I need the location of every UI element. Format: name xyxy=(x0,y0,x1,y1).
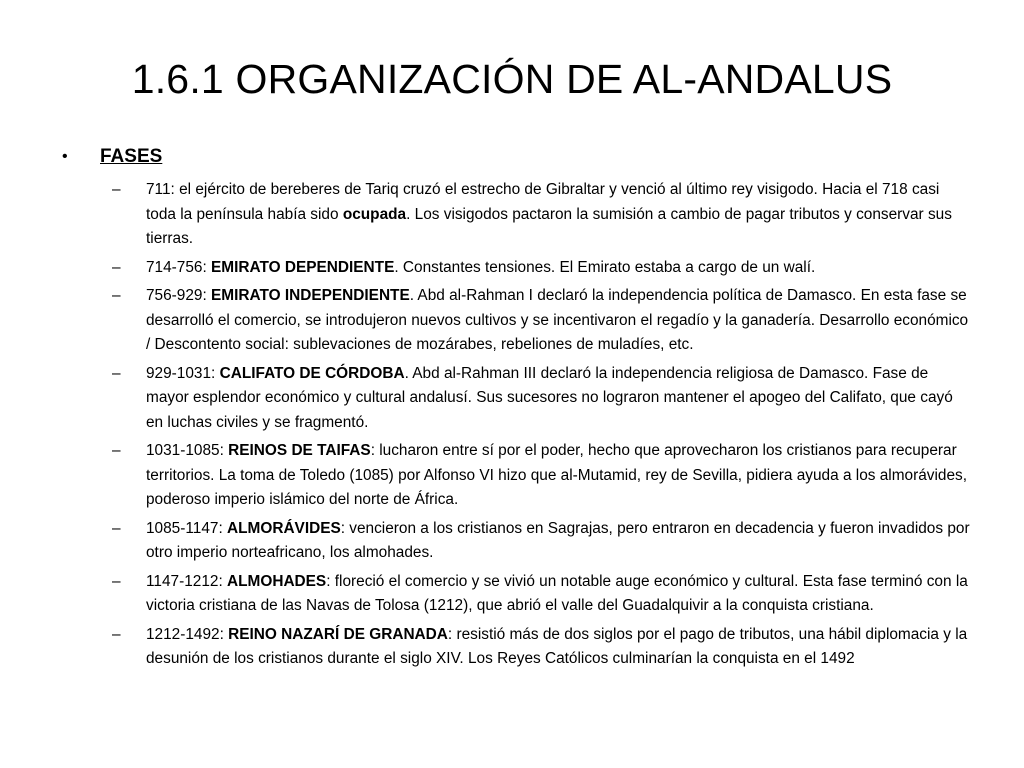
dash-icon: – xyxy=(112,519,121,537)
phase-item xyxy=(112,178,972,252)
phase-text: 1147-1212: xyxy=(146,572,228,590)
phase-name: REINOS DE TAIFAS xyxy=(228,442,371,459)
dash-icon: – xyxy=(112,181,121,198)
phase-text: 756-929: xyxy=(146,287,212,304)
phase-text: 929-1031: xyxy=(146,364,220,382)
phase-name: ocupada xyxy=(342,205,407,223)
phase-name: CALIFATO DE CÓRDOBA xyxy=(219,364,405,382)
dash-icon: – xyxy=(112,364,121,382)
phase-text: . Constantes tensiones. El Emirato estaba a cargo de un walí. xyxy=(394,258,816,276)
phase-item xyxy=(112,623,972,672)
section-heading xyxy=(62,146,162,168)
phase-text: 1212-1492: xyxy=(146,625,229,643)
dash-icon: – xyxy=(112,625,121,643)
phase-name: EMIRATO DEPENDIENTE xyxy=(211,258,395,276)
phase-text: : lucharon entre sí por el poder, hecho que aprovecharon los cristianos para recuperar territorios. La toma de Toledo (1085) por Alfonso VI hizo que al-Mutamid, rey de Sevilla, pidiera ayuda a los almorávides, poderoso imperio islámico del norte de África. xyxy=(146,442,967,508)
phase-name: ALMORÁVIDES xyxy=(227,519,341,537)
slide-title: 1.6.1 ORGANIZACIÓN DE AL-ANDALUS xyxy=(131,56,893,102)
dash-icon: – xyxy=(112,442,121,459)
phase-text: . Los visigodos pactaron la sumisión a cambio de pagar tributos y conservar sus tierras. xyxy=(146,205,952,247)
phase-text: 1031-1085: xyxy=(146,442,229,459)
dash-icon: – xyxy=(112,258,121,276)
phase-item xyxy=(112,284,972,358)
dash-icon: – xyxy=(112,572,121,590)
phase-name: EMIRATO INDEPENDIENTE xyxy=(211,287,410,304)
phase-list xyxy=(112,178,972,676)
phase-text: : floreció el comercio y se vivió un notable auge económico y cultural. Esta fase terminó con la victoria cristiana de las Navas de Tolosa (1212), que abrió el valle del Guadalquivir a la conquista cristiana. xyxy=(146,572,968,614)
phase-item xyxy=(112,256,972,281)
phase-name: REINO NAZARÍ DE GRANADA xyxy=(228,625,448,643)
phase-name: ALMOHADES xyxy=(227,572,327,590)
phase-text: . Abd al-Rahman III declaró la independencia religiosa de Damasco. Fase de mayor esplendor económico y cultural andalusí. Sus sucesores no lograron mantener el apogeo del Califato, que cayó en luchas civiles y se fragmentó. xyxy=(146,364,953,431)
phase-item xyxy=(112,362,972,436)
phase-text: . Abd al-Rahman I declaró la independencia política de Damasco. En esta fase se desarrolló el comercio, se introdujeron nuevos cultivos y se incentivaron el regadío y la ganadería. Desarrollo económico / Descontento social: sublevaciones de mozárabes, rebeliones de muladíes, etc. xyxy=(146,287,969,353)
section-label: FASES xyxy=(100,146,163,167)
bullet-icon: • xyxy=(62,148,68,165)
phase-item xyxy=(112,570,972,619)
phase-text: : resistió más de dos siglos por el pago de tributos, una hábil diplomacia y la desunión de los cristianos durante el siglo XIV. Los Reyes Católicos culminarían la conquista en el 1492 xyxy=(146,625,968,667)
dash-icon: – xyxy=(112,287,121,304)
phase-text: 1085-1147: xyxy=(146,519,228,537)
phase-item xyxy=(112,439,972,513)
phase-text: 711: el ejército de bereberes de Tariq cruzó el estrecho de Gibraltar y venció al último rey visigodo. Hacia el 718 casi toda la península había sido xyxy=(146,181,940,223)
phase-item xyxy=(112,517,972,566)
phase-text: : vencieron a los cristianos en Sagrajas, pero entraron en decadencia y fueron invadidos por otro imperio norteafricano, los almohades. xyxy=(146,519,970,561)
phase-text: 714-756: xyxy=(146,258,212,276)
